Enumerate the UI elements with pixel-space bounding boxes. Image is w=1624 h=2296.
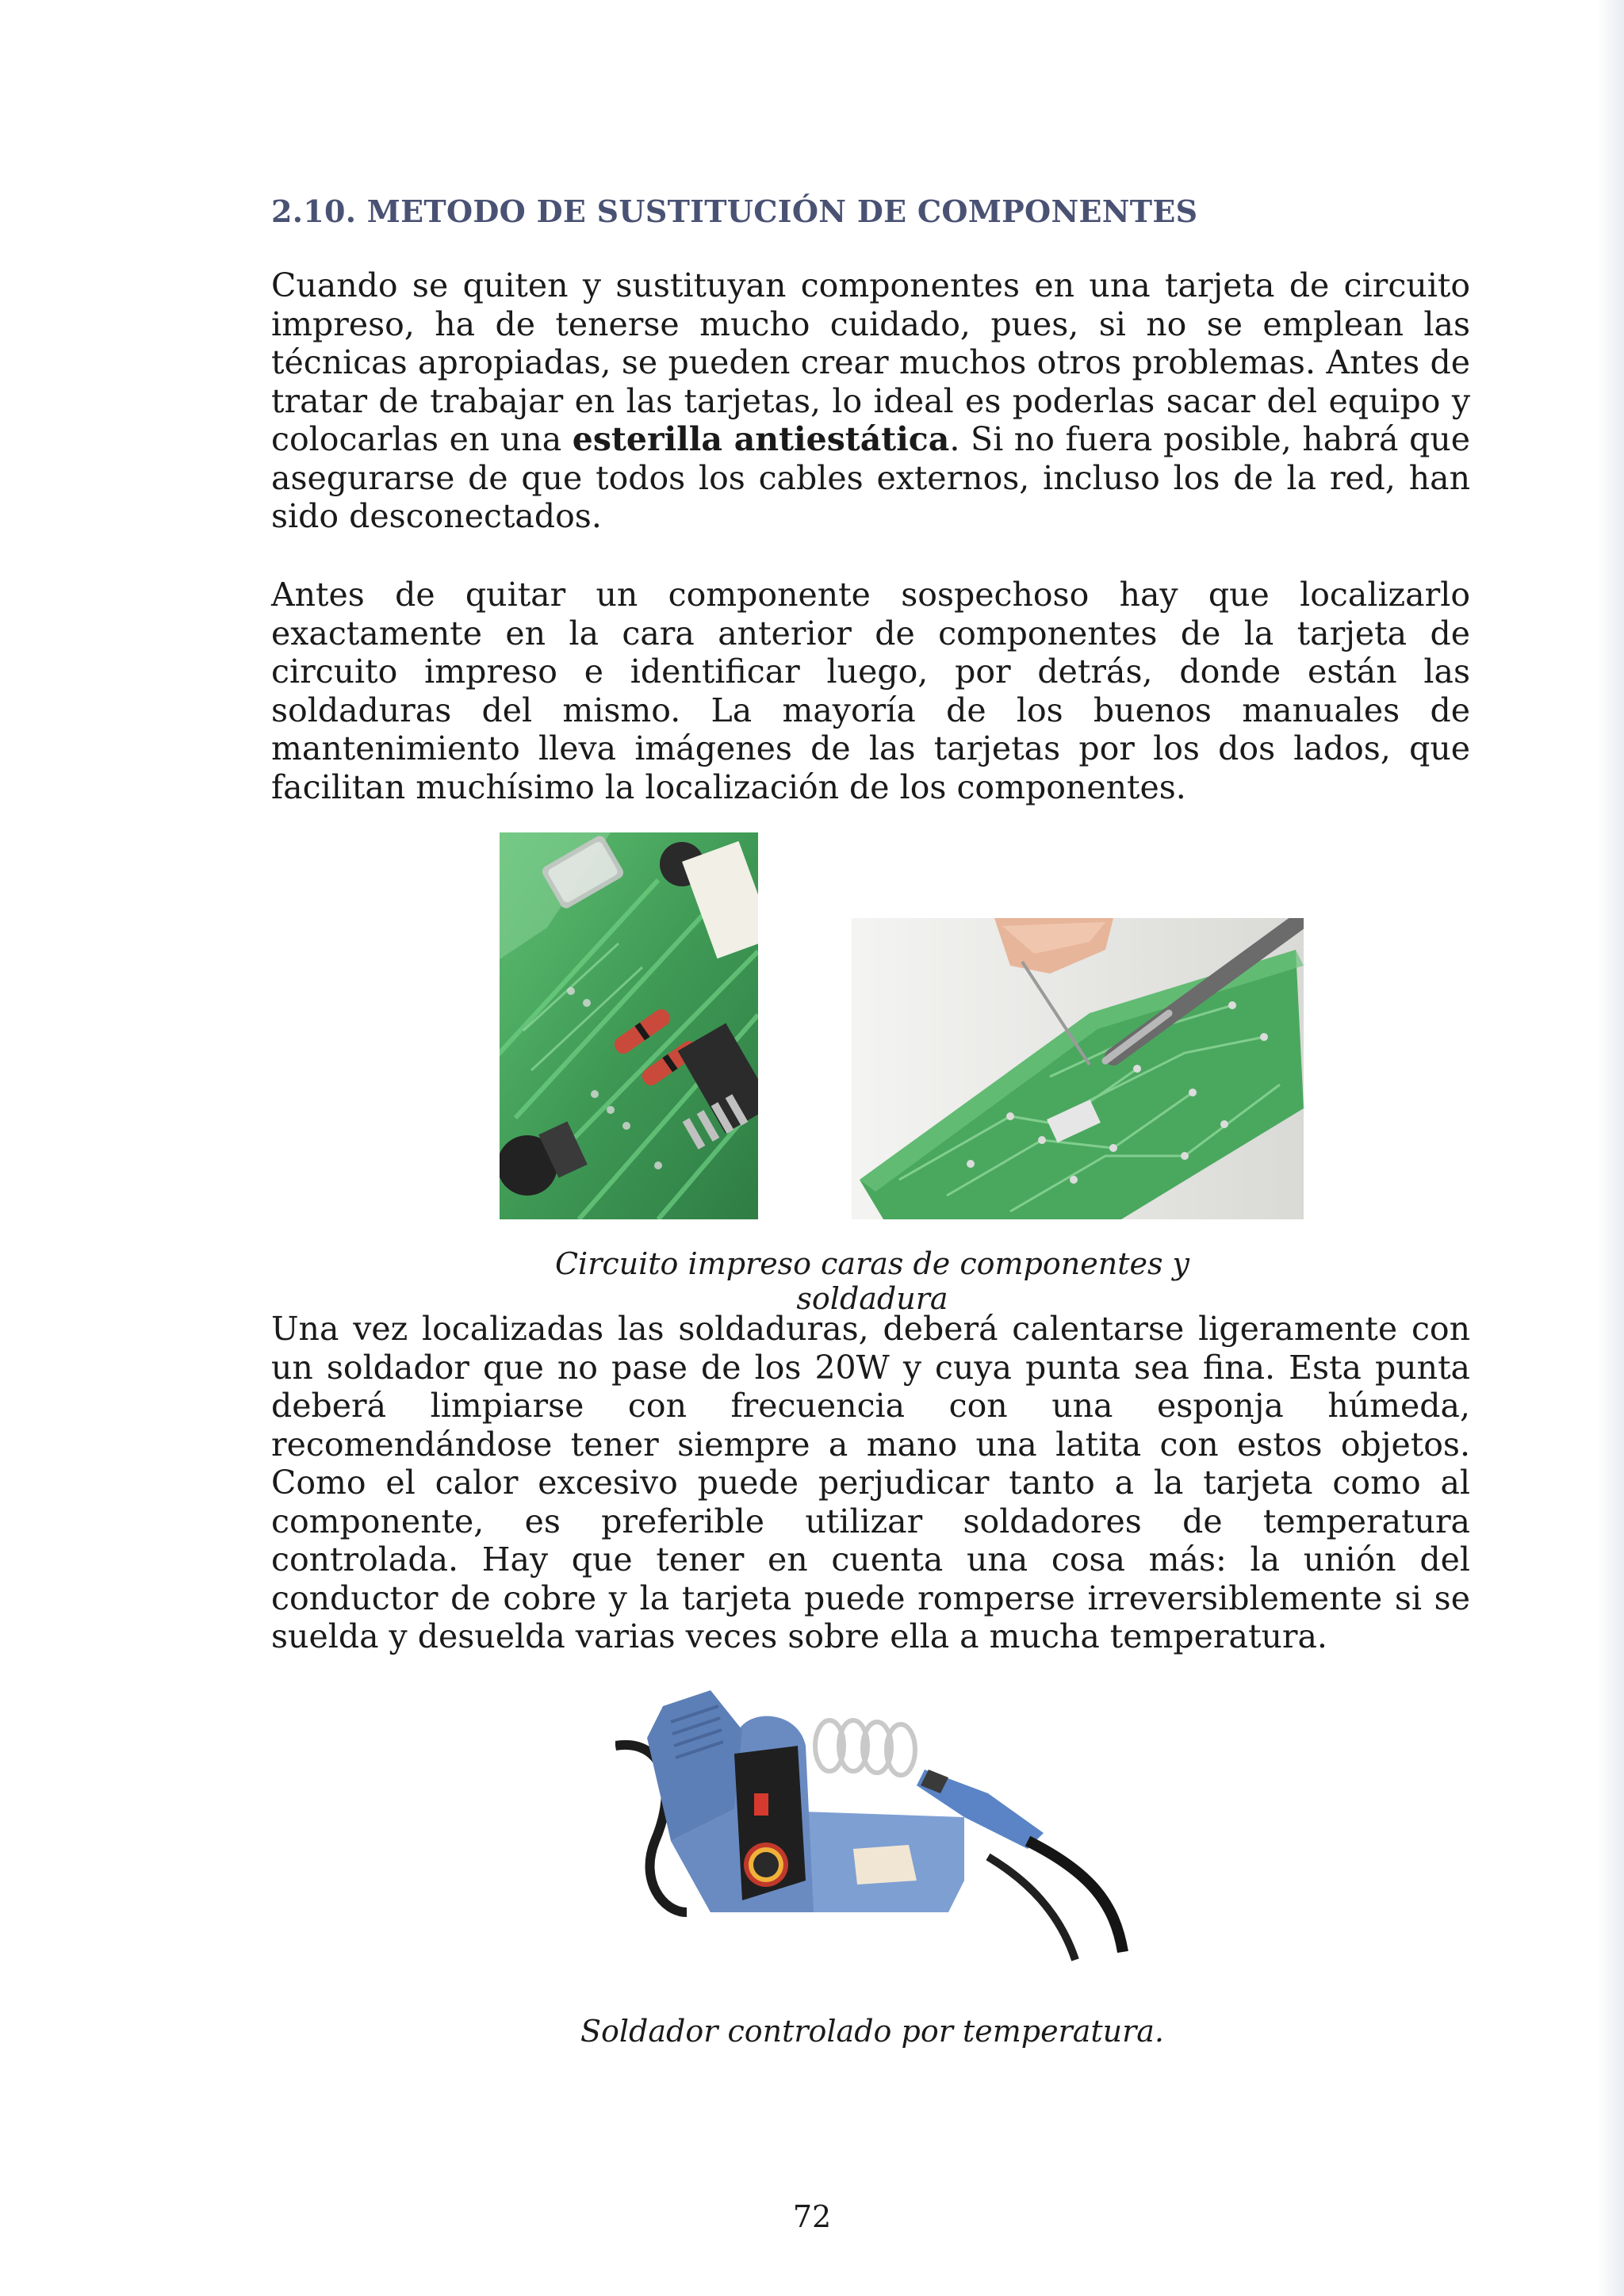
pcb-solder-side-photo xyxy=(852,918,1304,1219)
pcb-component-side-photo xyxy=(500,832,758,1219)
section-title: 2.10. METODO DE SUSTITUCIÓN DE COMPONENTES xyxy=(271,193,1198,229)
paragraph-1 xyxy=(271,266,1470,536)
paragraph-1-text-b: . Si no fuera posible, habrá que asegurarse de que todos los cables externos, incluso los de la red, han sido desconectados. xyxy=(271,420,1470,535)
paragraph-3: Una vez localizadas las soldaduras, deberá calentarse ligeramente con un soldador que no pase de los 20W y cuya punta sea fina. Esta punta deberá limpiarse con frecuencia con una esponja húmeda, recomendándose tener siempre a mano una latita con estos objetos. Como el calor excesivo puede perjudicar tanto a la tarjeta como al componente, es preferible utilizar soldadores de temperatura controlada. Hay que tener en cuenta una cosa más: la unión del conductor de cobre y la tarjeta puede romperse irreversiblemente si se suelda y desuelda varias veces sobre ella a mucha temperatura. xyxy=(271,1310,1470,1655)
paragraph-2: Antes de quitar un componente sospechoso hay que localizarlo exactamente en la cara anterior de componentes de la tarjeta de circuito impreso e identificar luego, por detrás, donde están las soldaduras del mismo. La mayoría de los buenos manuales de mantenimiento lleva imágenes de las tarjetas por los dos lados, que facilitan muchísimo la localización de los componentes. xyxy=(271,576,1470,806)
page-edge-shadow xyxy=(1597,0,1624,2296)
soldering-station-photo xyxy=(615,1674,1170,1984)
page-number: 72 xyxy=(792,2199,832,2234)
paragraph-1-bold-term: esterilla antiestática xyxy=(572,420,950,458)
paragraph-1-text-a: Cuando se quiten y sustituyan componentes en una tarjeta de circuito impreso, ha de tenerse mucho cuidado, pues, si no se emplean las técnicas apropiadas, se pueden crear muchos otros problemas. Antes de tratar de trabajar en las tarjetas, lo ideal es poderlas sacar del equipo y colocarlas en una xyxy=(271,266,1470,458)
figure-caption-1: Circuito impreso caras de componentes y soldadura xyxy=(554,1246,1190,1316)
figure-caption-2: Soldador controlado por temperatura. xyxy=(580,2014,1165,2049)
